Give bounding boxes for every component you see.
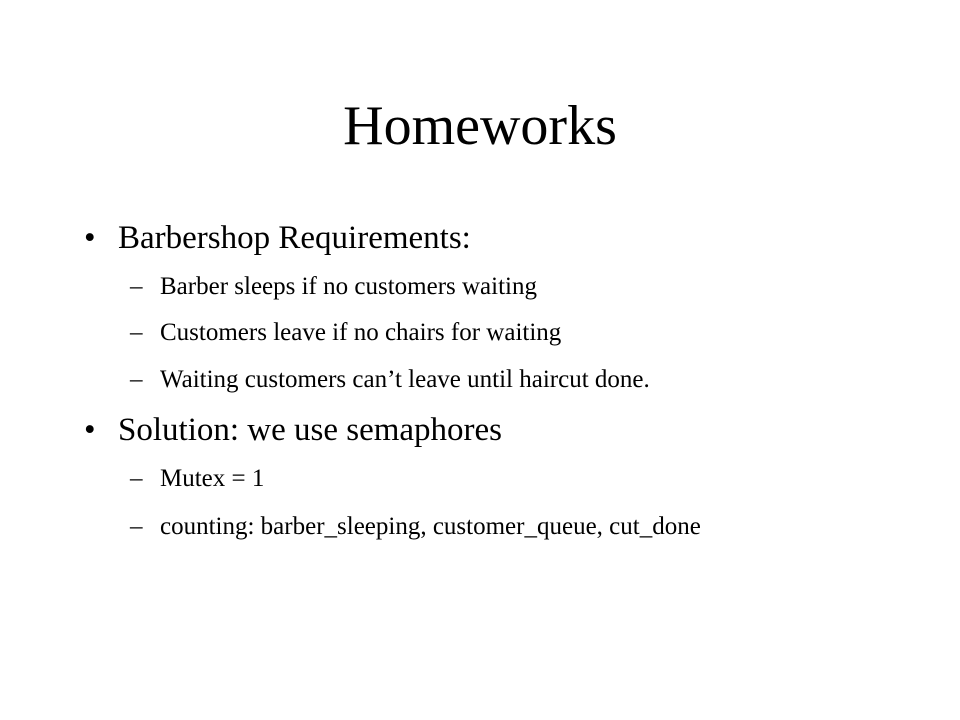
dash-marker: – <box>130 513 143 540</box>
dash-marker: – <box>130 465 143 492</box>
bullet-text: Solution: we use semaphores <box>118 412 503 448</box>
bullet-marker: • <box>84 220 96 256</box>
bullet-text: Barbershop Requirements: <box>118 220 471 256</box>
bullet-item <box>84 218 471 258</box>
sub-item <box>130 512 701 542</box>
dash-marker: – <box>130 273 143 300</box>
sub-item <box>130 272 537 302</box>
sub-item-text: Barber sleeps if no customers waiting <box>160 273 537 300</box>
sub-item-text: counting: barber_sleeping, customer_queue, cut_done <box>160 513 701 540</box>
sub-item <box>130 318 561 348</box>
sub-item <box>130 365 650 395</box>
dash-marker: – <box>130 366 143 393</box>
sub-item-text: Customers leave if no chairs for waiting <box>160 319 562 346</box>
sub-item-text: Mutex = 1 <box>160 465 265 492</box>
sub-item <box>130 464 264 494</box>
bullet-marker: • <box>84 412 96 448</box>
dash-marker: – <box>130 319 143 346</box>
bullet-item <box>84 410 502 450</box>
sub-item-text: Waiting customers can’t leave until haircut done. <box>160 366 650 393</box>
slide-title: Homeworks <box>343 95 617 157</box>
